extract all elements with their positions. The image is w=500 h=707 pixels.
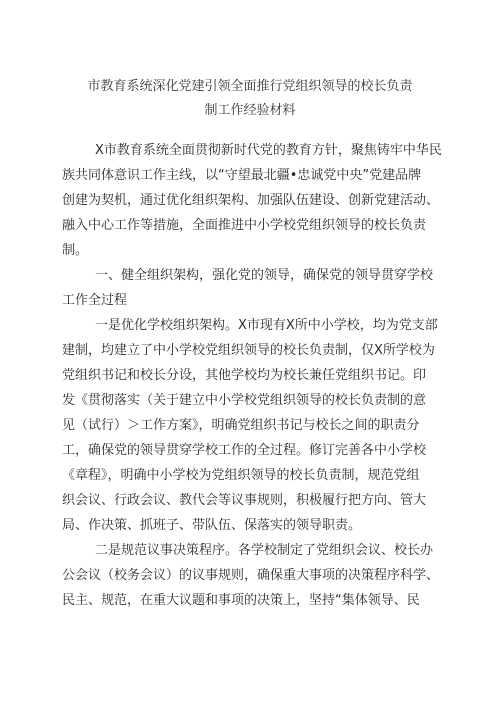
body-line: 创建为契机，通过优化组织架构、加强队伍建设、创新党建活动、: [62, 193, 440, 208]
section-heading-1: 一、健全组织架构，强化党的领导，确保党的领导贯穿学校: [95, 268, 434, 283]
body-line: 织会议、行政会议、教代会等议事规则，积极履行把方向、管大: [62, 493, 427, 508]
doc-title-line-1: 市教育系统深化党建引领全面推行党组织领导的校长负责: [87, 79, 413, 94]
body-line: 制。: [62, 243, 89, 258]
body-line: X市教育系统全面贯彻新时代党的教育方针，聚焦铸牢中华民: [95, 143, 442, 158]
section-heading-1-cont: 工作全过程: [62, 293, 128, 308]
body-line: 工，确保党的领导贯穿学校工作的全过程。修订完善各中小学校: [62, 443, 427, 458]
doc-title-line-2: 制工作经验材料: [204, 103, 296, 118]
body-line: 公会议（校务会议）的议事规则，确保重大事项的决策程序科学、: [62, 568, 440, 583]
body-line: 融入中心工作等措施，全面推进中小学校党组织领导的校长负责: [62, 218, 427, 233]
body-line: 建制，均建立了中小学校党组织领导的校长负责制，仅X所学校为: [62, 343, 435, 358]
body-line: 局、作决策、抓班子、带队伍、保落实的领导职责。: [62, 518, 362, 533]
body-line: 族共同体意识工作主线，以“守望最北疆•忠诚党中央”党建品牌: [62, 168, 422, 183]
body-line: 见（试行）＞工作方案》，明确党组织书记与校长之间的职责分: [62, 418, 420, 433]
body-line: 发《贯彻落实（关于建立中小学校党组织领导的校长负责制的意: [62, 393, 427, 408]
body-line: 一是优化学校组织架构。X市现有X所中小学校，均为党支部: [95, 318, 438, 333]
body-line: 二是规范议事决策程序。各学校制定了党组织会议、校长办: [95, 543, 434, 558]
body-line: 民主、规范，在重大议题和事项的决策上，坚持“集体领导、民: [62, 593, 420, 608]
body-line: 《章程》，明确中小学校为党组织领导的校长负责制，规范党组: [62, 468, 420, 483]
body-line: 党组织书记和校长分设，其他学校均为校长兼任党组织书记。印: [62, 368, 427, 383]
